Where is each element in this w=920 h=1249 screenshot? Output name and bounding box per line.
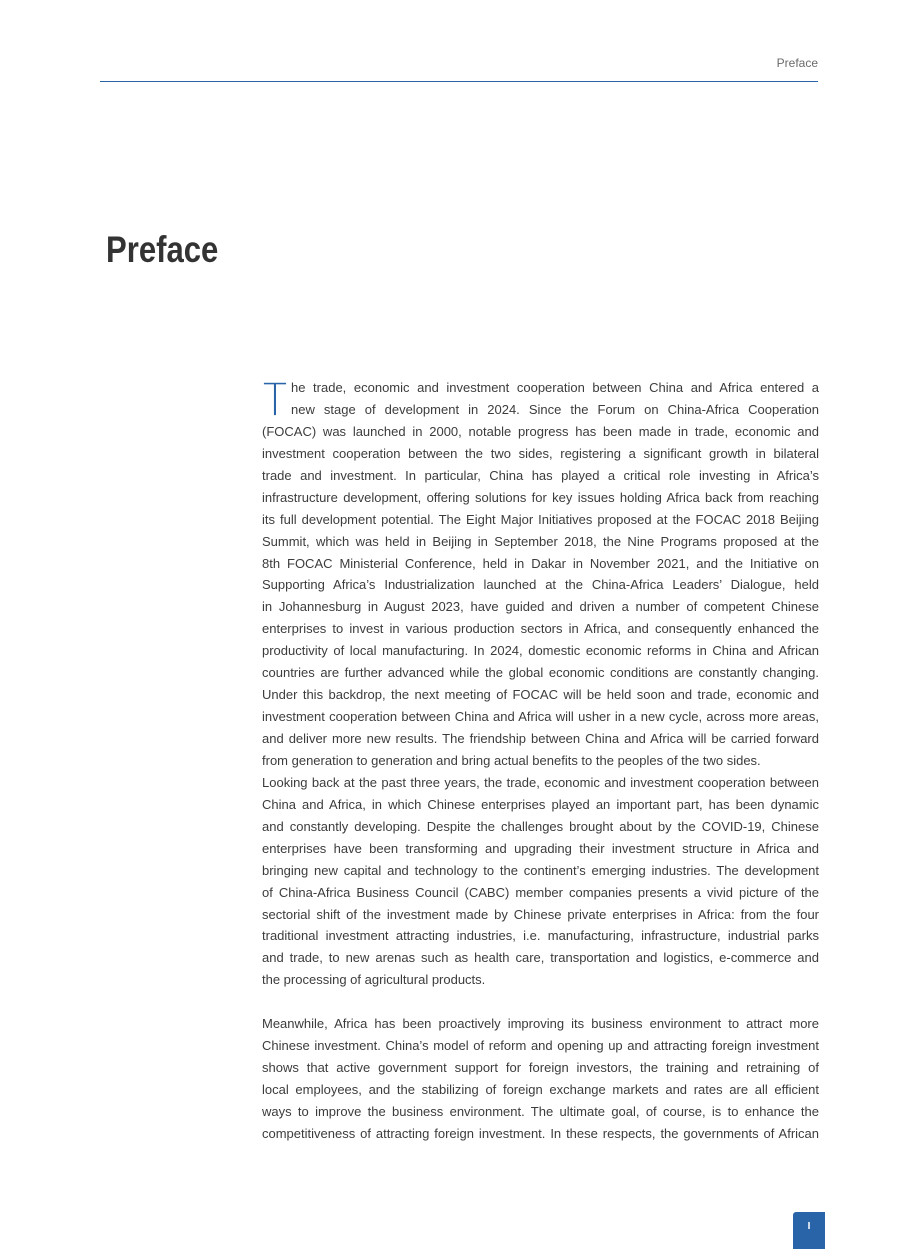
body-line: Looking back at the past three years, the trade, economic and investment cooperation between [262, 774, 819, 790]
body-line: infrastructure development, offering solutions for key issues holding Africa back from reaching [262, 489, 819, 505]
page-title: Preface [106, 229, 219, 270]
body-line: investment cooperation between China and Africa will usher in a new cycle, across more areas, [262, 709, 819, 725]
body-line: countries are further advanced while the global economic conditions are constantly changing. [262, 665, 819, 681]
body-line: in Johannesburg in August 2023, have guided and driven a number of competent Chinese [262, 599, 819, 615]
body-line: and deliver more new results. The friendship between China and Africa will be carried forward [262, 731, 819, 746]
body-line: (FOCAC) was launched in 2000, notable progress has been made in trade, economic and [262, 423, 819, 439]
body-line: he trade, economic and investment cooperation between China and Africa entered a [291, 380, 819, 395]
body-line: China and Africa, in which Chinese enterprises played an important part, has been dynamic [262, 796, 819, 812]
body-line: ways to improve the business environment. The ultimate goal, of course, is to enhance the [262, 1103, 819, 1119]
body-line: Summit, which was held in Beijing in September 2018, the Nine Programs proposed at the [262, 533, 819, 549]
body-line: Meanwhile, Africa has been proactively improving its business environment to attract more [262, 1016, 819, 1032]
body-line: Chinese investment. China’s model of reform and opening up and attracting foreign investment [262, 1038, 819, 1054]
paragraph-3 [262, 1013, 819, 1145]
body-line: sectorial shift of the investment made by Chinese private enterprises in Africa: from the four [262, 906, 819, 922]
body-line: shows that active government support for foreign investors, the training and retraining of [262, 1060, 819, 1076]
body-line: enterprises have been transforming and upgrading their investment structure in Africa and [262, 840, 819, 856]
body-line: traditional investment attracting industries, i.e. manufacturing, infrastructure, industrial parks [262, 928, 819, 944]
body-line: trade and investment. In particular, China has played a critical role investing in Africa’s [262, 467, 819, 483]
body-line: bringing new capital and technology to the continent’s emerging industries. The development [262, 862, 819, 878]
page-number: I [807, 1221, 811, 1232]
body-text [262, 377, 819, 1145]
body-line: local employees, and the stabilizing of foreign exchange markets and rates are all efficient [262, 1082, 819, 1097]
body-line: and constantly developing. Despite the challenges brought about by the COVID-19, Chinese [262, 818, 819, 834]
body-line: investment cooperation between the two sides, registering a significant growth in bilateral [262, 445, 819, 461]
body-line: its full development potential. The Eight Major Initiatives proposed at the FOCAC 2018 Beijing [262, 511, 819, 527]
body-line: from generation to generation and bring actual benefits to the peoples of the two sides. [262, 752, 761, 768]
paragraph-spacer [262, 991, 819, 1013]
body-line: Under this backdrop, the next meeting of FOCAC will be held soon and trade, economic and [262, 687, 819, 703]
body-line: and trade, to new arenas such as health care, transportation and logistics, e-commerce and [262, 950, 819, 966]
paragraph-2 [262, 772, 819, 991]
drop-cap: T [262, 370, 288, 427]
body-line: Supporting Africa’s Industrialization launched at the China-Africa Leaders’ Dialogue, held [262, 577, 819, 593]
body-line: productivity of local manufacturing. In 2024, domestic economic reforms in China and African [262, 643, 819, 659]
header-divider [100, 81, 818, 82]
running-header-title: Preface [776, 56, 818, 70]
paragraph-1 [262, 377, 819, 772]
body-line: the processing of agricultural products. [262, 972, 486, 988]
body-line: new stage of development in 2024. Since the Forum on China-Africa Cooperation [291, 401, 819, 417]
page-number-badge [793, 1212, 825, 1249]
body-line: of China-Africa Business Council (CABC) member companies presents a vivid picture of the [262, 884, 819, 900]
body-line: enterprises to invest in various production sectors in Africa, and consequently enhanced the [262, 621, 819, 637]
body-line: competitiveness of attracting foreign investment. In these respects, the governments of African [262, 1125, 819, 1141]
body-line: 8th FOCAC Ministerial Conference, held in Dakar in November 2021, and the Initiative on [262, 555, 819, 571]
